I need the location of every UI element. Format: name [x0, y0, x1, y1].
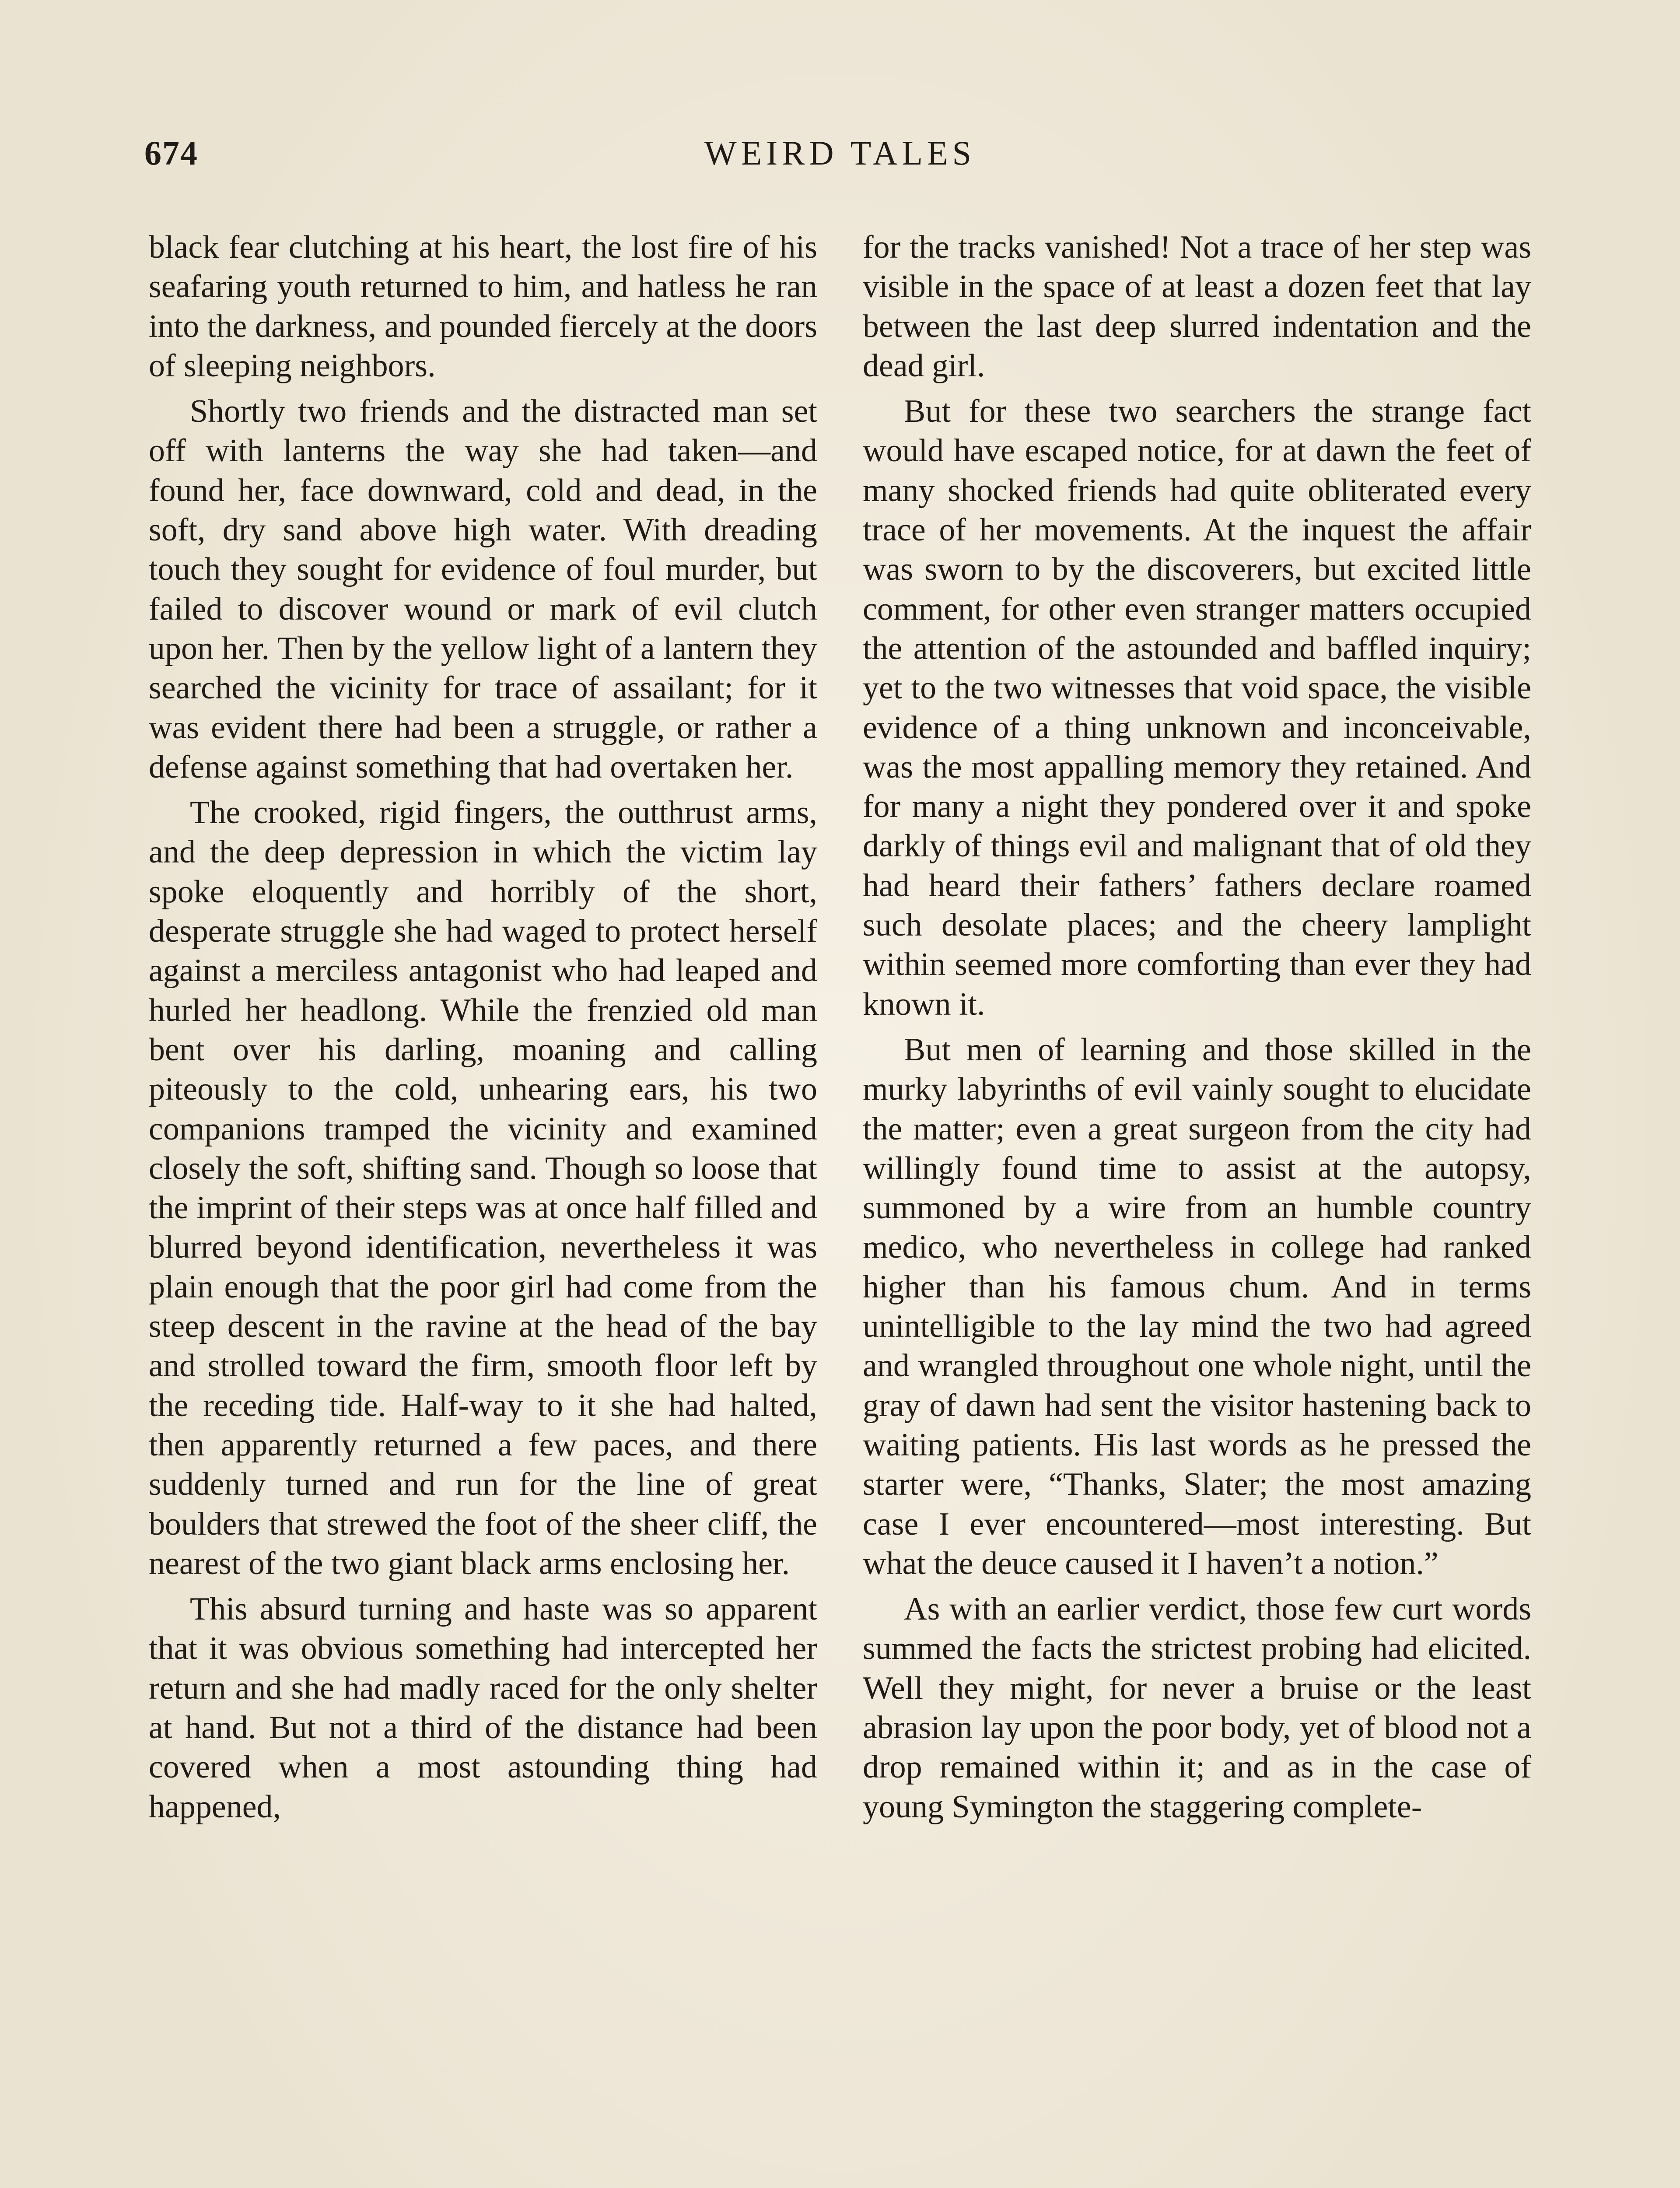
page-header	[144, 133, 1536, 182]
paragraph: for the tracks vanished! Not a trace of her step was visible in the space of at least a dozen feet that lay between the last deep slurred indentation and the dead girl.	[863, 229, 1531, 384]
page-number: 674	[144, 134, 198, 172]
paragraph: As with an earlier verdict, those few curt words summed the facts the strictest probing had elicited. Well they might, for never a bruise or the least abrasion lay upon the poor body, yet of blood not a drop remained within it; and as in the case of young Symington the staggering complete-	[863, 1591, 1531, 1825]
paragraph: This absurd turning and haste was so apparent that it was obvious something had intercepted her return and she had madly raced for the only shelter at hand. But not a third of the distance had been covered when a most astounding thing had happened,	[149, 1591, 817, 1825]
paragraph: The crooked, rigid fingers, the outthrust arms, and the deep depression in which the victim lay spoke eloquently and horribly of the short, desperate struggle she had waged to protect herself against a merciless antagonist who had leaped and hurled her headlong. While the frenzied old man bent over his darling, moaning and calling piteously to the cold, unhearing ears, his two companions tramped the vicinity and examined closely the soft, shifting sand. Though so loose that the imprint of their steps was at once half filled and blurred beyond identification, nevertheless it was plain enough that the poor girl had come from the steep descent in the ravine at the head of the bay and strolled toward the firm, smooth floor left by the receding tide. Half-way to it she had halted, then apparently returned a few paces, and there suddenly turned and run for the line of great boulders that strewed the foot of the sheer cliff, the nearest of the two giant black arms enclosing her.	[149, 795, 817, 1581]
paragraph: But men of learning and those skilled in the murky labyrinths of evil vainly sought to elucidate the matter; even a great surgeon from the city had willingly found time to assist at the autopsy, summoned by a wire from an humble country medico, who nevertheless in college had ranked higher than his famous chum. And in terms unintelligible to the lay mind the two had agreed and wrangled throughout one whole night, until the gray of dawn had sent the visitor hastening back to waiting patients. His last words as he pressed the starter were, “Thanks, Slater; the most amazing case I ever encountered—most interesting. But what the deuce caused it I haven’t a notion.”	[863, 1031, 1531, 1581]
left-column	[149, 228, 817, 1833]
paragraph: But for these two searchers the strange fact would have escaped notice, for at dawn the feet of many shocked friends had quite obliterated every trace of her movements. At the inquest the affair was sworn to by the discoverers, but excited little comment, for other even stranger matters occupied the attention of the astounded and baffled inquiry; yet to the two witnesses that void space, the visible evidence of a thing unknown and inconceivable, was the most appalling memory they retained. And for many a night they pondered over it and spoke darkly of things evil and malignant that of old they had heard their fathers’ fathers declare roamed such desolate places; and the cheery lamplight within seemed more comforting than ever they had known it.	[863, 393, 1531, 1022]
paragraph: black fear clutching at his heart, the lost fire of his seafaring youth returned to him, and hatless he ran into the darkness, and pounded fiercely at the doors of sleeping neighbors.	[149, 229, 817, 384]
running-title: WEIRD TALES	[704, 134, 976, 172]
paragraph: Shortly two friends and the distracted man set off with lanterns the way she had taken—and found her, face downward, cold and dead, in the soft, dry sand above high water. With dreading touch they sought for evidence of foul murder, but failed to discover wound or mark of evil clutch upon her. Then by the yellow light of a lantern they searched the vicinity for trace of assailant; for it was evident there had been a struggle, or rather a defense against something that had overtaken her.	[149, 393, 817, 785]
right-column	[863, 228, 1531, 1833]
